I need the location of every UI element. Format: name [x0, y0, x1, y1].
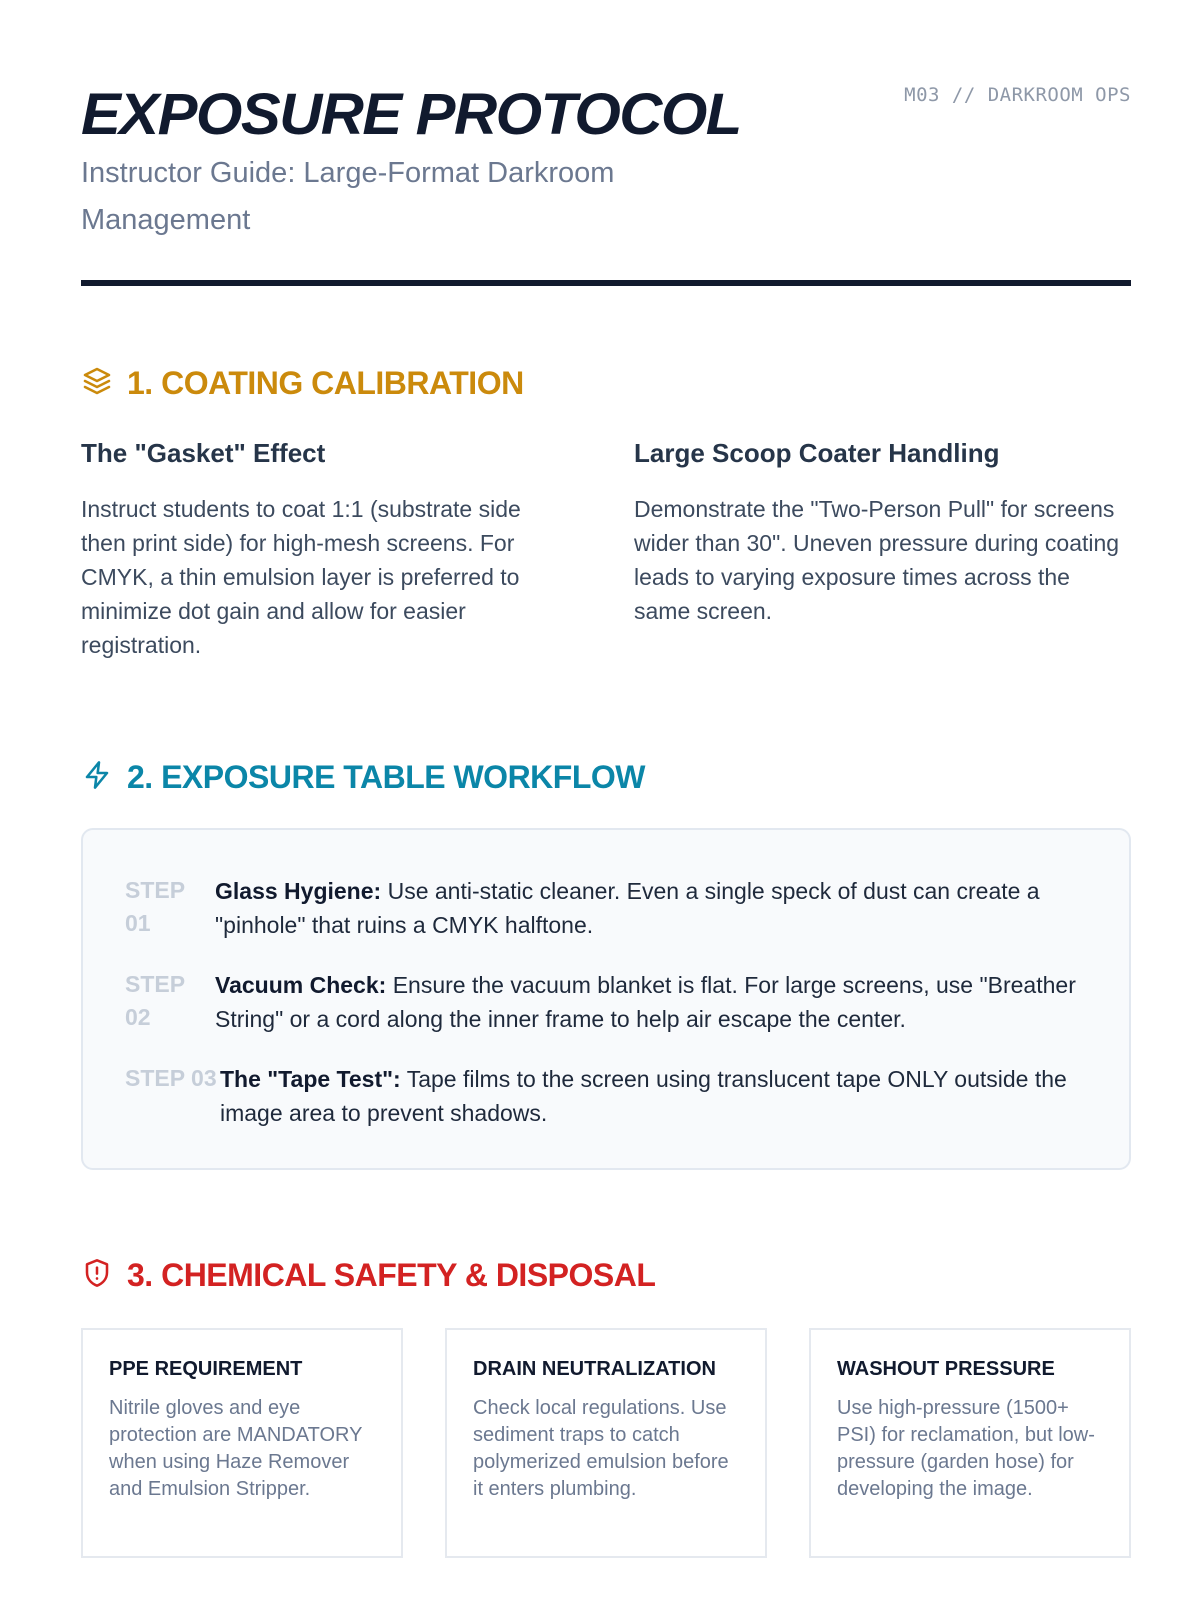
section-heading: 3. CHEMICAL SAFETY & DISPOSAL	[127, 1257, 656, 1293]
card-body: Use high-pressure (1500+ PSI) for reclamation, but low-pressure (garden hose) for developing the image.	[837, 1397, 1095, 1500]
column-body: Instruct students to coat 1:1 (substrate side then print side) for high-mesh screens. For CMYK, a thin emulsion layer is preferred to minimize dot gain and allow for easier registration.	[81, 496, 521, 658]
card-title: WASHOUT PRESSURE	[837, 1358, 1055, 1380]
page-title: EXPOSURE PROTOCOL	[81, 82, 741, 147]
step-number: STEP 02	[125, 971, 185, 1030]
layers-icon	[81, 365, 113, 402]
step-title: The "Tape Test":	[220, 1066, 401, 1092]
step-description: Ensure the vacuum blanket is flat. For large screens, use "Breather String" or a cord along the inner frame to help air escape the center.	[215, 972, 1076, 1032]
safety-card-washout	[809, 1328, 1131, 1558]
header-divider	[81, 280, 1131, 286]
step-description: Use anti-static cleaner. Even a single speck of dust can create a "pinhole" that ruins a CMYK halftone.	[215, 878, 1040, 938]
column-title: Large Scoop Coater Handling	[634, 438, 1000, 468]
step-description: Tape films to the screen using translucent tape ONLY outside the image area to prevent shadows.	[220, 1066, 1067, 1126]
step-title: Vacuum Check:	[215, 972, 387, 998]
shield-alert-icon	[81, 1257, 113, 1294]
lightning-icon	[81, 759, 113, 796]
step-text	[220, 1062, 1093, 1130]
step-title: Glass Hygiene:	[215, 878, 382, 904]
column-title: The "Gasket" Effect	[81, 438, 326, 468]
document-header	[81, 82, 1131, 282]
card-body: Nitrile gloves and eye protection are MANDATORY when using Haze Remover and Emulsion Stripper.	[109, 1397, 363, 1500]
page-subtitle: Instructor Guide: Large-Format Darkroom Management	[81, 157, 615, 236]
card-body: Check local regulations. Use sediment traps to catch polymerized emulsion before it enters plumbing.	[473, 1397, 729, 1500]
step-number: STEP 01	[125, 877, 185, 936]
step-text	[215, 874, 1093, 942]
coating-column-gasket	[81, 436, 571, 662]
step-number: STEP 03	[125, 1065, 217, 1091]
workflow-step	[125, 874, 1093, 942]
section-heading: 2. EXPOSURE TABLE WORKFLOW	[127, 759, 645, 795]
section-heading: 1. COATING CALIBRATION	[127, 365, 524, 401]
safety-card-ppe	[81, 1328, 403, 1558]
card-title: DRAIN NEUTRALIZATION	[473, 1358, 716, 1380]
section-exposure-workflow-heading	[81, 757, 645, 797]
section-coating-calibration-heading	[81, 363, 524, 403]
workflow-steps-panel	[81, 828, 1131, 1170]
column-body: Demonstrate the "Two-Person Pull" for screens wider than 30". Uneven pressure during coating leads to varying exposure times across the same screen.	[634, 496, 1120, 624]
card-title: PPE REQUIREMENT	[109, 1358, 303, 1380]
workflow-step	[125, 1062, 1093, 1130]
safety-card-drain	[445, 1328, 767, 1558]
step-text	[215, 968, 1093, 1036]
section-chemical-safety-heading	[81, 1255, 655, 1295]
document-code: M03 // DARKROOM OPS	[904, 84, 1131, 106]
workflow-step	[125, 968, 1093, 1036]
coating-column-scoop-coater	[634, 436, 1124, 628]
